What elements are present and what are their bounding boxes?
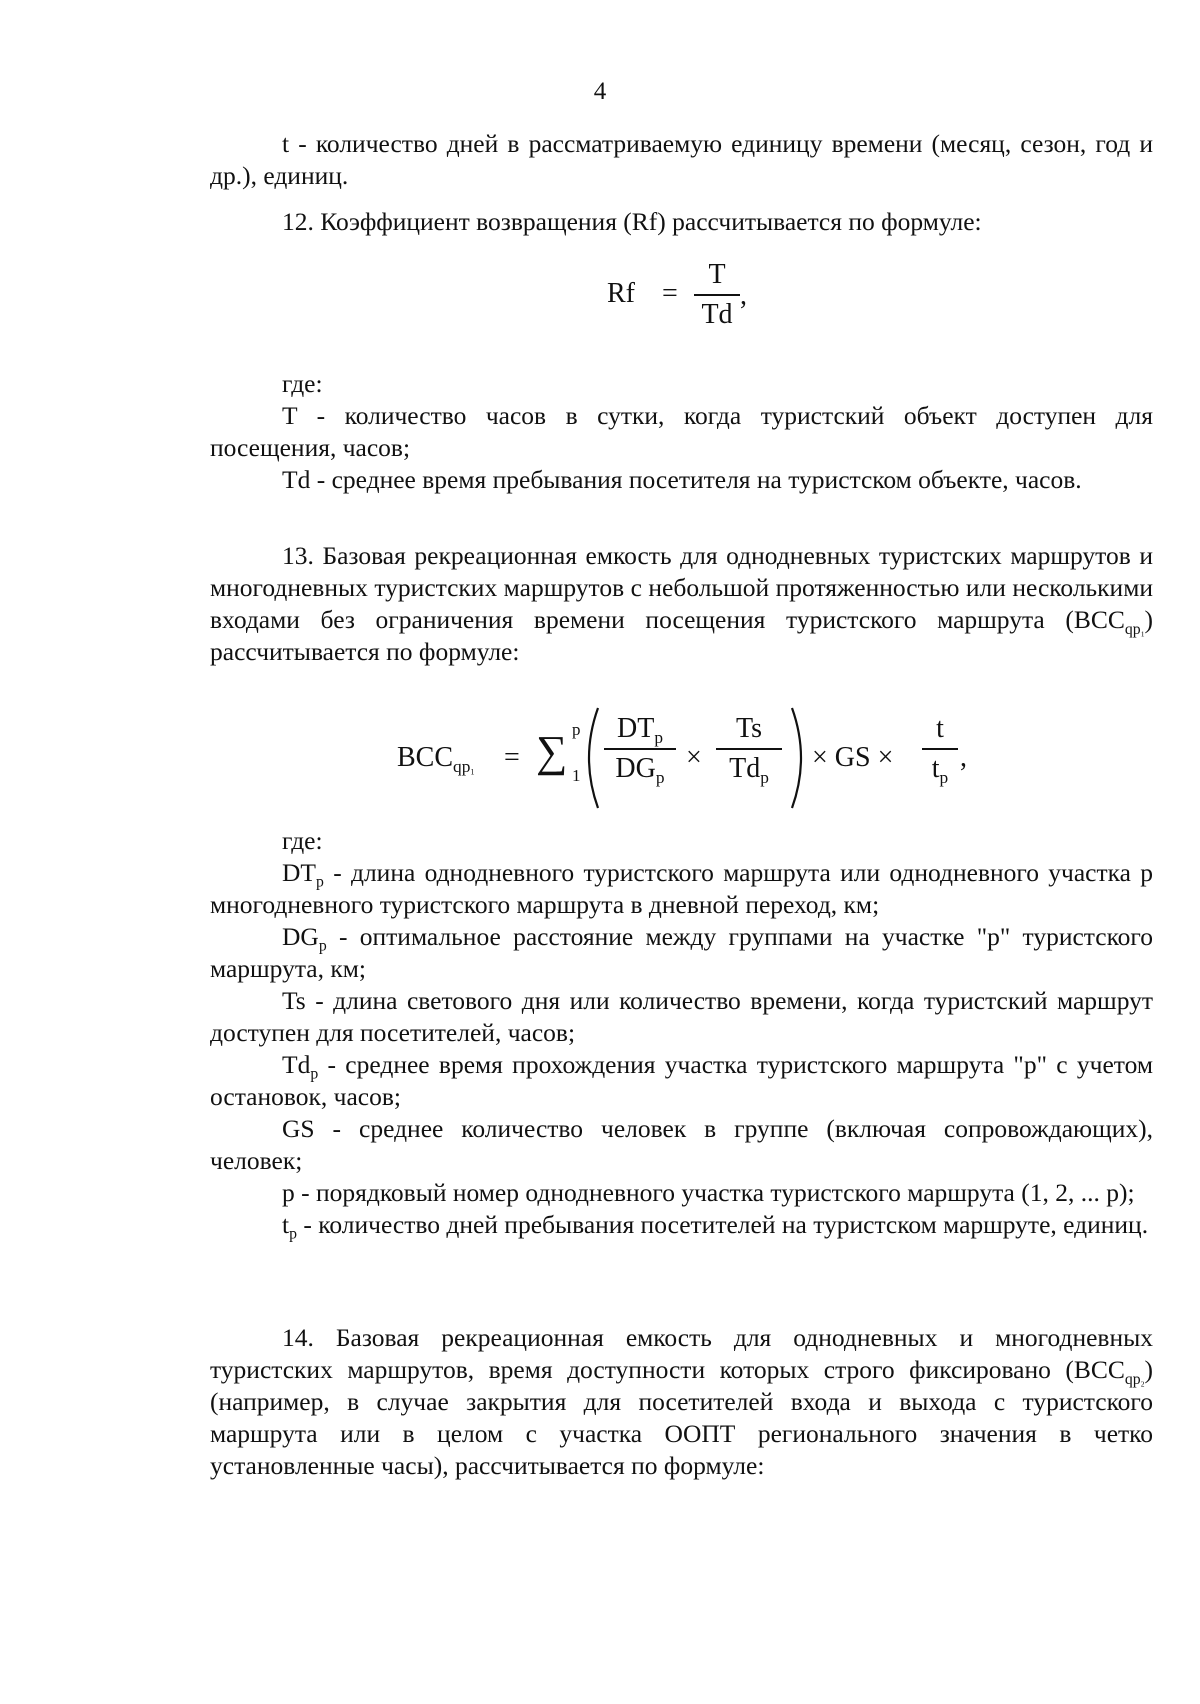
- fraction-dt-numerator: [604, 712, 676, 746]
- fraction-bar: [716, 748, 782, 750]
- dgp-description: - оптимальное расстояние между группами на участке "p" туристского маршрута, км;: [210, 922, 1153, 983]
- formula-rf: [0, 258, 1200, 338]
- paragraph-14-subsub-text: 2: [1140, 1378, 1145, 1388]
- tp-label-subscript: p: [289, 1225, 297, 1243]
- formula-bcc-lhs-text: BCC: [397, 742, 454, 773]
- paragraph-13-subsub-text: 1: [1140, 628, 1145, 638]
- paragraph-13-text-before: 13. Базовая рекреационная емкость для однодневных туристских маршрутов и многодневных туристских маршрутов с небольшой протяженностью или несколькими входами без ограничения времени посещения туристского маршрута (BCC: [210, 541, 1153, 634]
- Td-definition: Td - среднее время пребывания посетителя на туристском объекте, часов.: [282, 465, 1082, 494]
- where-label-2: где:: [282, 826, 323, 855]
- formula-rf-lhs: Rf: [607, 278, 635, 309]
- text-block-paragraph-14: [210, 1322, 1153, 1482]
- dg-text: DG: [615, 753, 656, 784]
- formula-bcc-comma: ,: [960, 742, 967, 773]
- paragraph-13-text-after: ) рассчитывается по формуле:: [210, 605, 1153, 666]
- dgp-label-subscript: p: [318, 937, 327, 955]
- T-definition: T - количество часов в сутки, когда туристский объект доступен для посещения, часов;: [210, 401, 1153, 462]
- dtp-description: - длина однодневного туристского маршрута или однодневного участка p многодневного туристского маршрута в дневной переход, км;: [210, 858, 1153, 919]
- fraction-ts-numerator: Ts: [735, 713, 763, 744]
- formula-bcc-lhs-subscript: [453, 757, 475, 776]
- ts-definition: Ts - длина светового дня или количество времени, когда туристский маршрут доступен для посетителей, часов;: [210, 986, 1153, 1047]
- paragraph-12: 12. Коэффициент возвращения (Rf) рассчитывается по формуле:: [282, 207, 982, 236]
- dgp-label: DG: [282, 922, 319, 951]
- paragraph-14-sub-text: qp: [1124, 1370, 1141, 1388]
- formula-bcc-lhs-sub-text: qp: [453, 757, 471, 777]
- paragraph-14: [210, 1322, 1153, 1482]
- tdp-label-subscript: p: [310, 1065, 319, 1083]
- tdp-label: Td: [282, 1050, 311, 1079]
- fraction-t-numerator: t: [936, 713, 944, 744]
- summation-upper-limit: p: [572, 720, 581, 739]
- tp-label: t: [282, 1210, 290, 1239]
- tp-description: - количество дней пребывания посетителей на туристском маршруте, единиц.: [297, 1210, 1149, 1239]
- tdp-definition: [210, 1049, 1153, 1113]
- tp-subscript: p: [939, 768, 949, 788]
- left-parenthesis: [578, 706, 604, 810]
- fraction-bar: [922, 748, 958, 750]
- text-block-paragraph-13: [210, 540, 1153, 668]
- paragraph-13: [210, 540, 1153, 668]
- td-subscript: p: [760, 768, 769, 788]
- fraction-tp-denominator: [922, 752, 958, 786]
- summation-lower-limit: 1: [572, 766, 581, 785]
- tdp-description: - среднее время прохождения участка туристского маршрута "p" с учетом остановок, часов;: [210, 1050, 1153, 1111]
- fraction-td-denominator: [716, 752, 782, 786]
- dtp-definition: [210, 857, 1153, 921]
- right-parenthesis: [786, 706, 812, 810]
- text-block-bcc-definitions: [210, 825, 1153, 1241]
- formula-rf-denominator: Td: [701, 299, 733, 330]
- paragraph-14-subscript: [1125, 1371, 1145, 1388]
- formula-bcc-lhs-subsub-text: 1: [470, 767, 475, 777]
- dgp-definition: [210, 921, 1153, 985]
- gs-definition: GS - среднее количество человек в группе (включая сопровождающих), человек;: [210, 1114, 1153, 1175]
- text-block-intro: [210, 128, 1153, 238]
- fraction-ts-td: [716, 712, 782, 786]
- paragraph-13-subscript: [1125, 621, 1145, 638]
- tp-definition: [210, 1209, 1153, 1241]
- formula-bcc-equals: =: [504, 742, 520, 773]
- dt-text: DT: [616, 713, 655, 744]
- times-gs-times: × GS ×: [812, 742, 894, 773]
- dt-subscript: p: [654, 728, 663, 748]
- tp-text: t: [931, 753, 940, 784]
- t-definition: t - количество дней в рассматриваемую единицу времени (месяц, сезон, год и др.), единиц.: [210, 129, 1153, 190]
- times-sign-1: ×: [686, 742, 702, 773]
- fraction-dt-dg: [604, 712, 676, 786]
- page-number: 4: [593, 78, 607, 105]
- formula-rf-comma: ,: [740, 280, 747, 311]
- summation-symbol: ∑: [536, 727, 568, 776]
- paragraph-14-text-after: ) (например, в случае закрытия для посетителей входа и выхода с туристского маршрута или в целом с участка ООПТ регионального значения в четко установленные часы), рассчитывается по формуле:: [210, 1355, 1153, 1480]
- fraction-bar: [694, 294, 740, 296]
- fraction-t-tp: [922, 712, 958, 786]
- paragraph-13-sub-text: qp: [1124, 620, 1141, 638]
- where-label-1: где:: [282, 369, 323, 398]
- text-block-rf-definitions: [210, 368, 1153, 496]
- dg-subscript: p: [655, 768, 665, 788]
- fraction-dg-denominator: [604, 752, 676, 786]
- p-definition: p - порядковый номер однодневного участка туристского маршрута (1, 2, ... p);: [282, 1178, 1135, 1207]
- formula-rf-equals: =: [662, 278, 678, 309]
- formula-rf-numerator: T: [708, 259, 726, 290]
- fraction-bar: [604, 748, 676, 750]
- paragraph-14-text-before: 14. Базовая рекреационная емкость для однодневных и многодневных туристских маршрутов, время доступности которых строго фиксировано (BCC: [210, 1323, 1153, 1384]
- formula-bcc: [0, 704, 1200, 814]
- dtp-label-subscript: p: [316, 873, 324, 891]
- formula-rf-fraction: [694, 258, 740, 332]
- td-text: Td: [729, 753, 761, 784]
- dtp-label: DT: [282, 858, 316, 887]
- formula-bcc-lhs: [397, 742, 475, 777]
